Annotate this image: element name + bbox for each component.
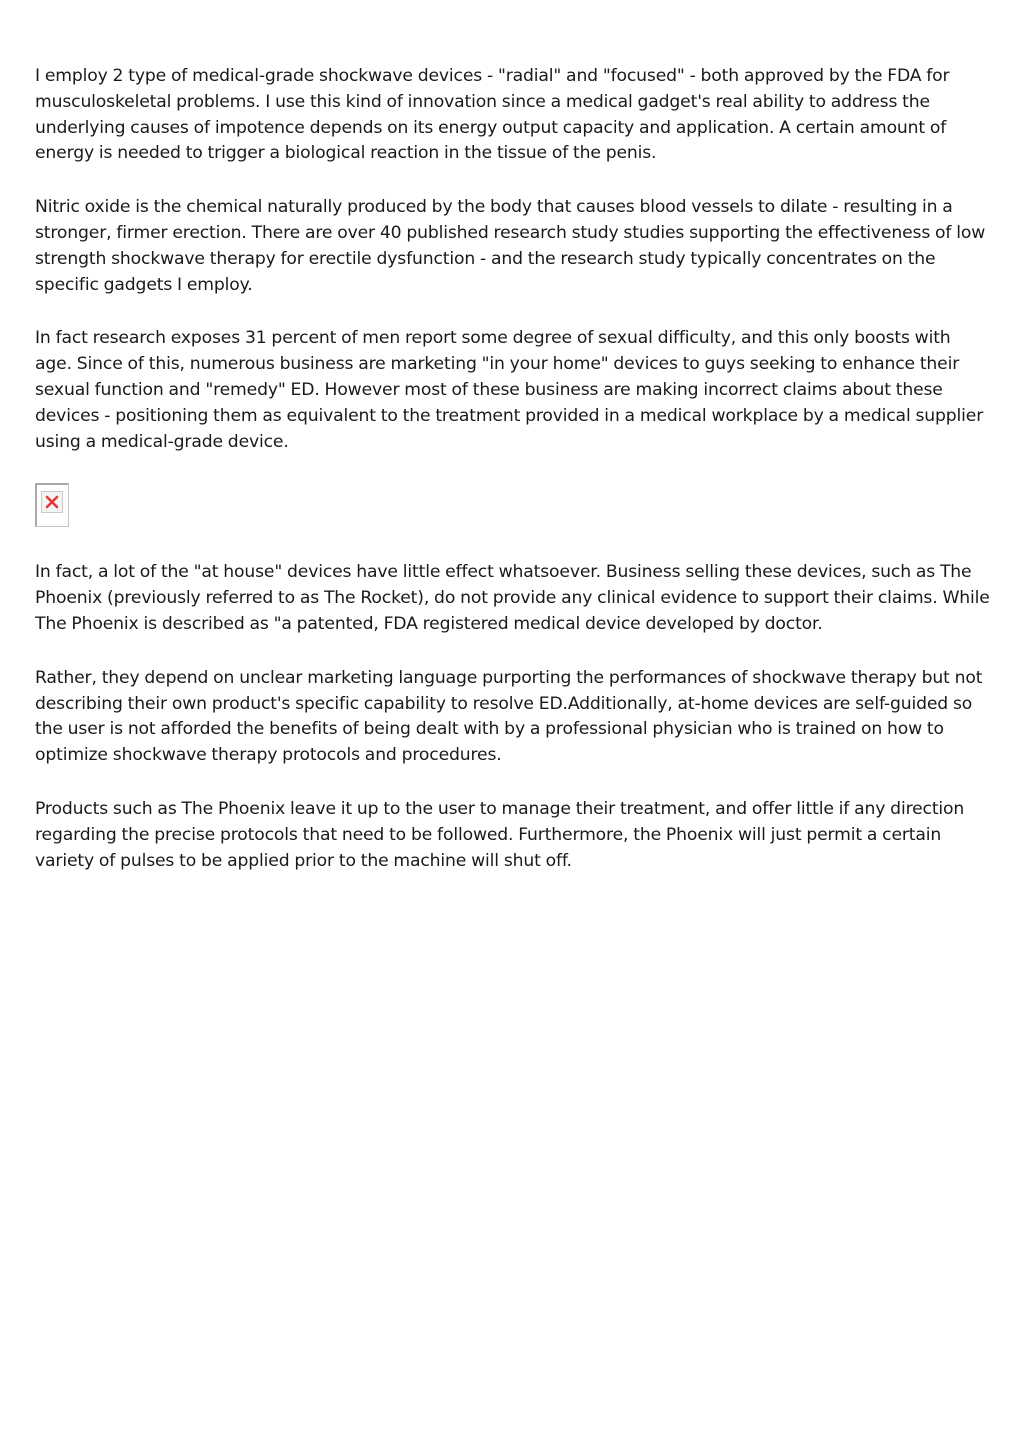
paragraph-shockwave-devices: I employ 2 type of medical-grade shockwave devices - "radial" and "focused" - both approved by the FDA for musculoskeletal problems. I use this kind of innovation since a medical gadget's real ability to address the underlying causes of impotence depends on its energy output capacity and application. A certain amount of energy is needed to trigger a biological reaction in the tissue of the penis. (35, 66, 950, 164)
paragraph-marketing-language: Rather, they depend on unclear marketing language purporting the performances of shockwave therapy but not describing their own product's specific capability to resolve ED.Additionally, at-home devices are self-guided so the user is not afforded the benefits of being dealt with by a professional physician who is trained on how to optimize shockwave therapy protocols and procedures. (35, 667, 983, 766)
red-x-icon (45, 495, 59, 509)
paragraph-phoenix-protocols: Products such as The Phoenix leave it up to the user to manage their treatment, and offer little if any direction regarding the precise protocols that need to be followed. Furthermore, the Phoenix will just permit a certain variety of pulses to be applied prior to the machine will shut off. (35, 798, 965, 871)
document-page (35, 64, 990, 902)
paragraph-at-home-devices-claims: In fact research exposes 31 percent of men report some degree of sexual difficulty, and this only boosts with age. Since of this, numerous business are marketing "in your home" devices to guys seeking to enhance their sexual function and "remedy" ED. However most of these business are making incorrect claims about these devices - positioning them as equivalent to the treatment provided in a medical workplace by a medical supplier using a medical-grade device. (35, 328, 984, 452)
paragraph-phoenix-evidence: In fact, a lot of the "at house" devices have little effect whatsoever. Business selling these devices, such as The Phoenix (previously referred to as The Rocket), do not provide any clinical evidence to support their claims. While The Phoenix is described as "a patented, FDA registered medical device developed by doctor. (35, 562, 990, 634)
broken-image-frame (41, 491, 63, 513)
broken-image-icon (35, 483, 69, 527)
paragraph-nitric-oxide: Nitric oxide is the chemical naturally produced by the body that causes blood vessels to dilate - resulting in a stronger, firmer erection. There are over 40 published research study studies supporting the effectiveness of low strength shockwave therapy for erectile dysfunction - and the research study typically concentrates on the specific gadgets I employ. (35, 197, 986, 295)
